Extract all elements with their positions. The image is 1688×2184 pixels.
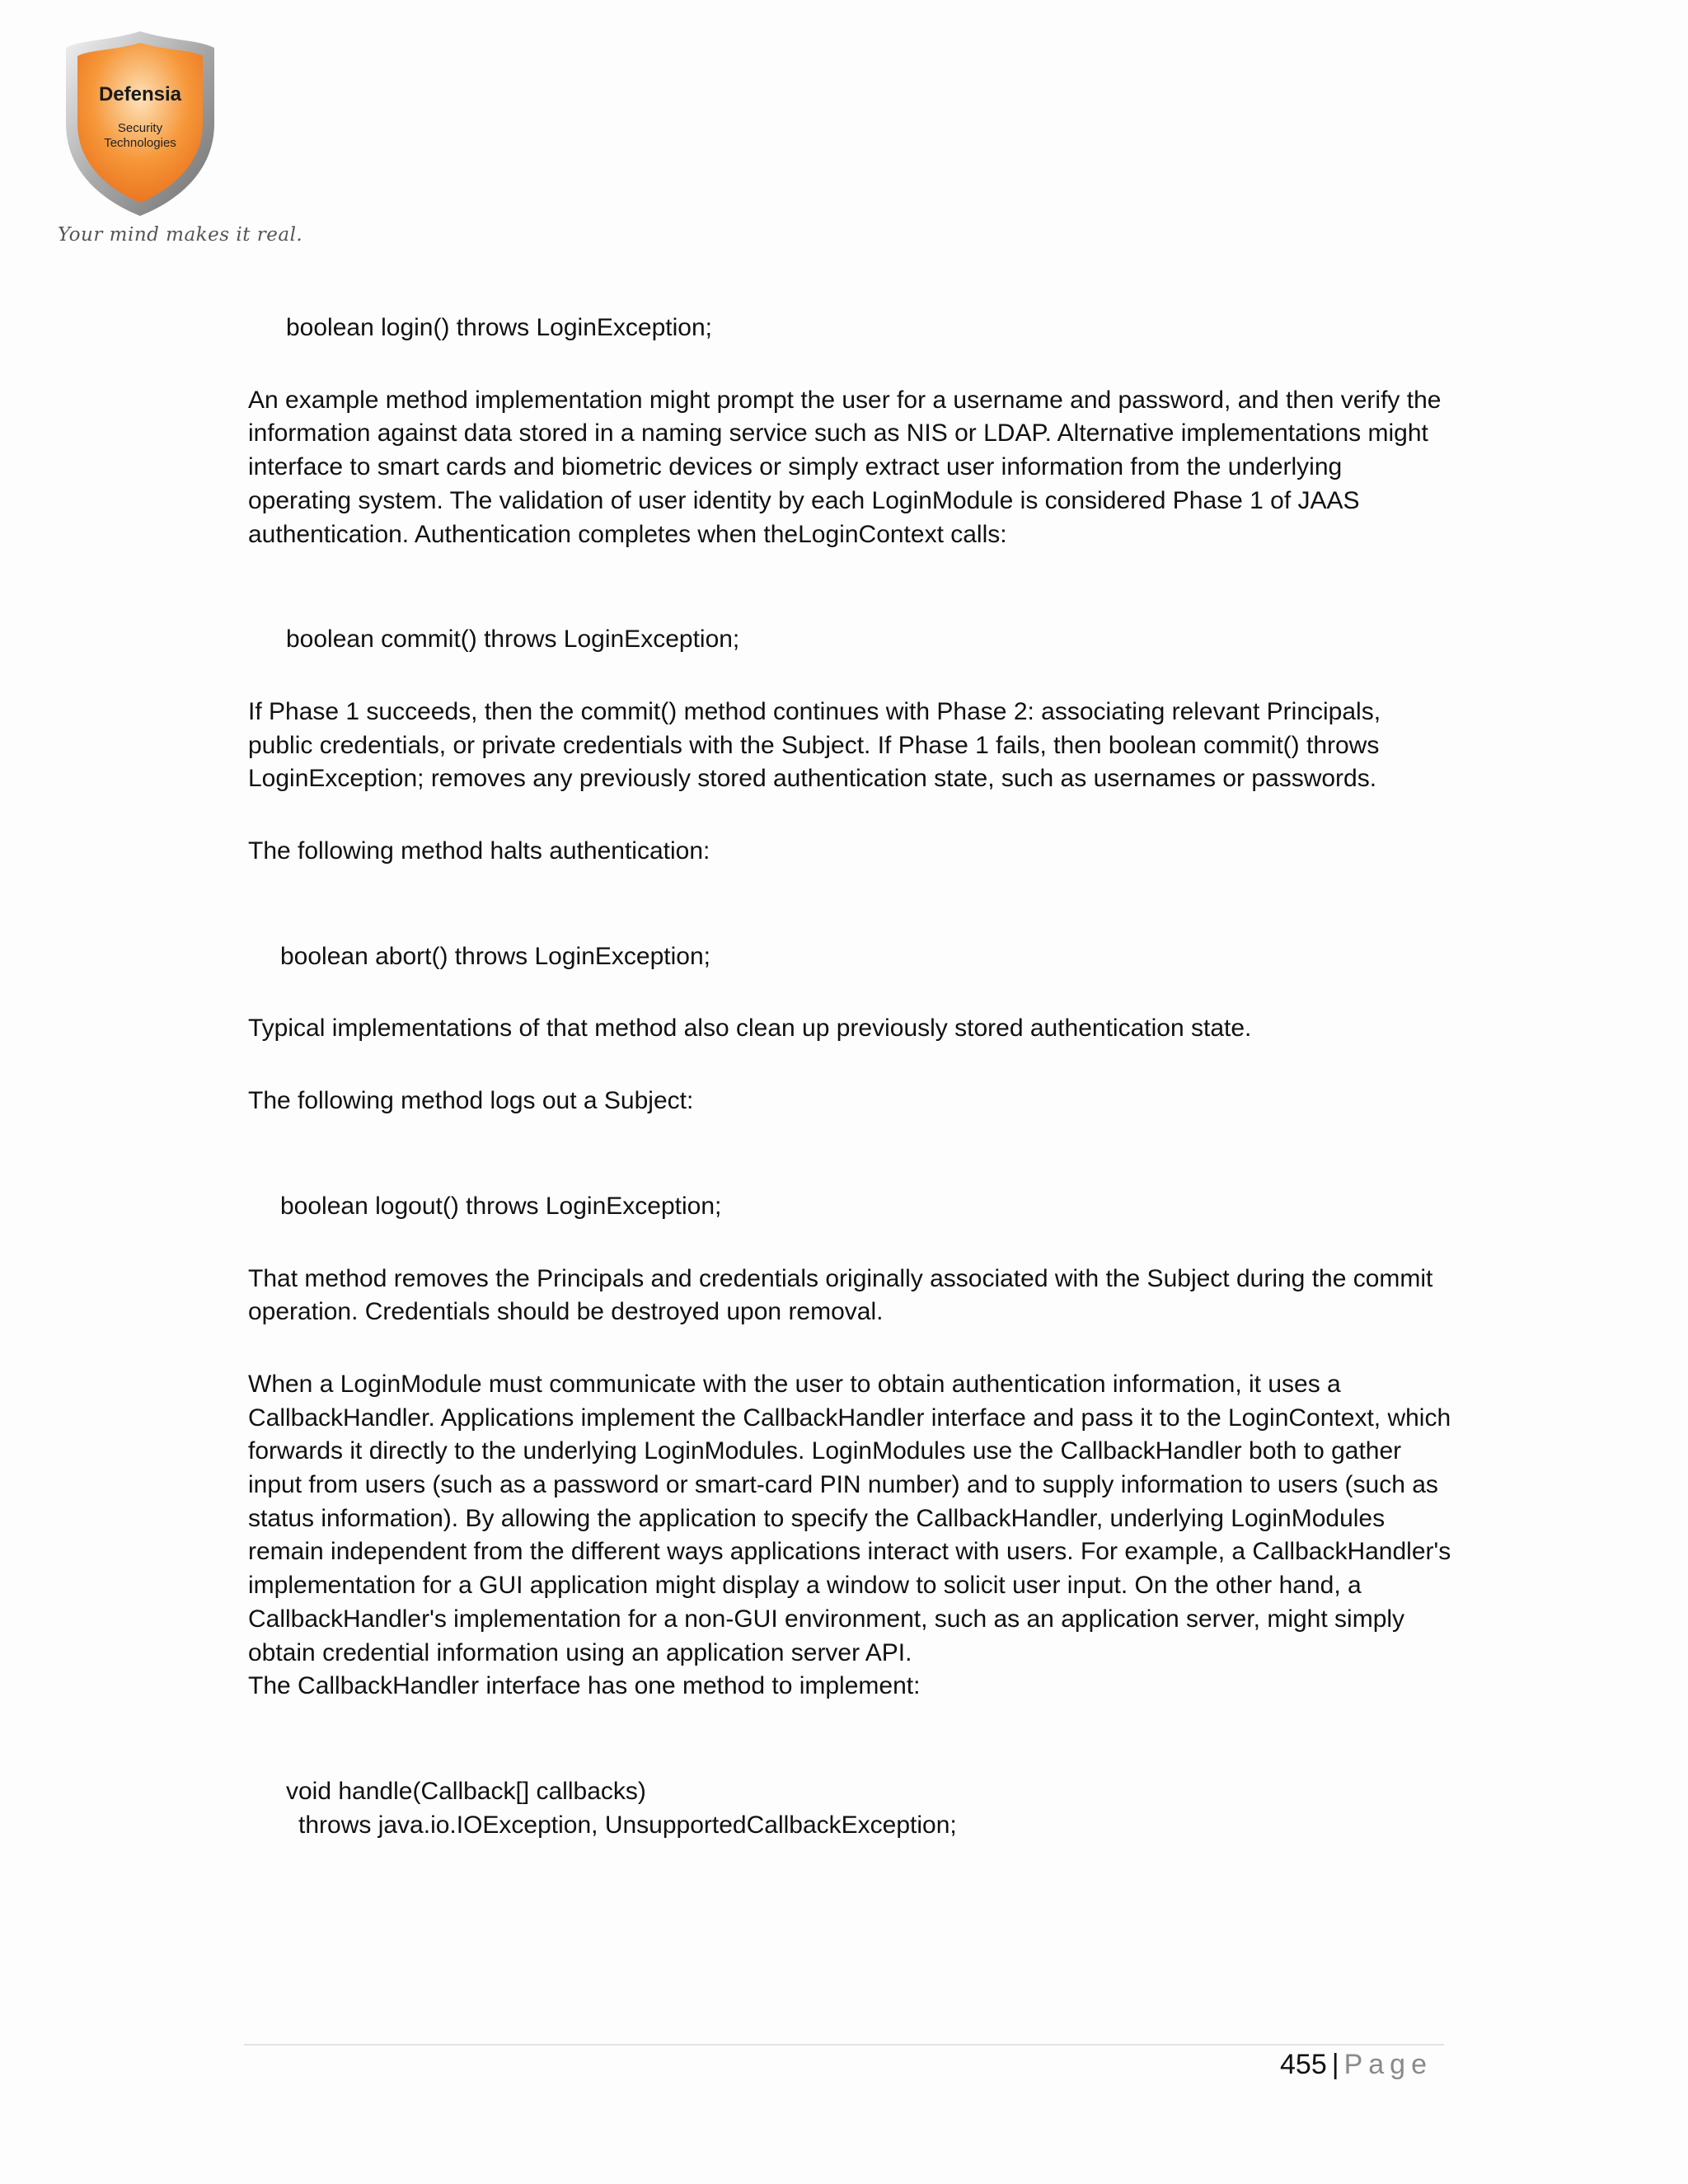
footer-divider [244, 2044, 1444, 2046]
code-abort: boolean abort() throws LoginException; [280, 942, 710, 970]
page-label: Page [1343, 2049, 1432, 2080]
paragraph-callbackhandler-description: When a LoginModule must communicate with the user to obtain authentication information, it uses a CallbackHandler. Applications implement the CallbackHandler interface and pass it to the LoginContext, which forwards it directly to the underlying LoginModules. LoginModules use the CallbackHandler both to gather input from users (such as a password or smart-card PIN number) and to supply information to users (such as status information). By allowing the application to specify the CallbackHandler, underlying LoginModules remain independent from the different ways applications interact with users. For example, a CallbackHandler's implementation for a GUI application might display a window to solicit user input. On the other hand, a CallbackHandler's implementation for a non-GUI environment, such as an application server, might simply obtain credential information using an application server API. [248, 1370, 1451, 1666]
page-number: 455 [1280, 2049, 1327, 2080]
paragraph-login-description: An example method implementation might prompt the user for a username and password, and then verify the information against data stored in a naming service such as NIS or LDAP. Alternative implementations might interface to smart cards and biometric devices or simply extract user information from the underlying operating system. The validation of user identity by each LoginModule is considered Phase 1 of JAAS authentication. Authentication completes when theLoginContext calls: [248, 386, 1442, 548]
logo-subtext-1: Security [117, 121, 163, 135]
logo-brand-text: Defensia [98, 83, 182, 105]
code-logout: boolean logout() throws LoginException; [280, 1192, 722, 1220]
paragraph-logout-intro: The following method logs out a Subject: [248, 1087, 694, 1115]
page-footer [1280, 2049, 1432, 2081]
logo-tagline: Your mind makes it real. [58, 224, 303, 246]
code-commit: boolean commit() throws LoginException; [286, 626, 740, 654]
paragraph-abort-description: Typical implementations of that method also clean up previously stored authentication state. [248, 1015, 1252, 1043]
shield-logo-graphic [58, 25, 223, 223]
paragraph-logout-description: That method removes the Principals and credentials originally associated with the Subject during the commit operation. Credentials should be destroyed upon removal. [248, 1264, 1433, 1326]
paragraph-abort-intro: The following method halts authentication: [248, 837, 710, 865]
paragraph-commit-description: If Phase 1 succeeds, then the commit() method continues with Phase 2: associating relevant Principals, public credentials, or private credentials with the Subject. If Phase 1 fails, then boolean commit() throws LoginException; removes any previously stored authentication state, such as usernames or passwords. [248, 697, 1381, 793]
code-login: boolean login() throws LoginException; [286, 314, 712, 341]
document-body [248, 312, 1451, 1842]
code-handle-line-1: void handle(Callback[] callbacks) [286, 1777, 646, 1805]
footer-separator: | [1331, 2049, 1339, 2080]
paragraph-callbackhandler-intro: The CallbackHandler interface has one method to implement: [248, 1672, 921, 1700]
code-handle-line-2: throws java.io.IOException, UnsupportedCallbackException; [298, 1811, 957, 1839]
logo-subtext-2: Technologies [104, 136, 176, 150]
